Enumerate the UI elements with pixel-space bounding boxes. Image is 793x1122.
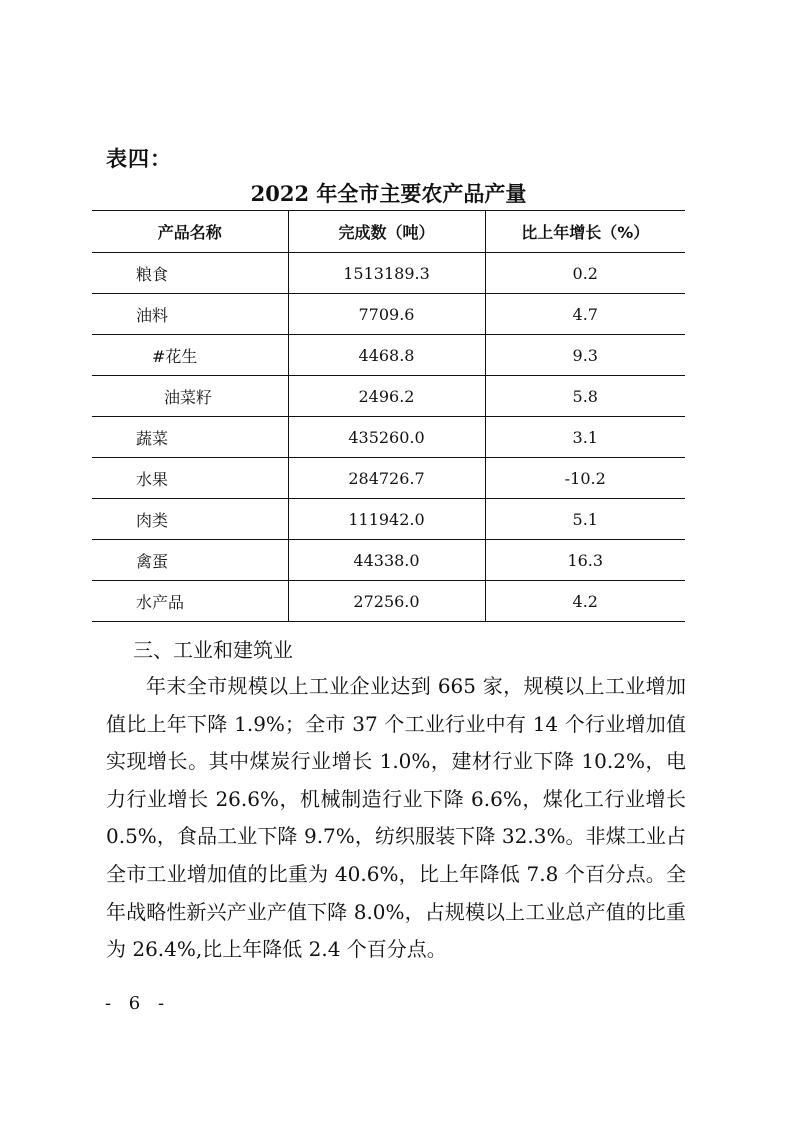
row-output: 284726.7: [288, 458, 485, 499]
row-growth: 16.3: [485, 540, 685, 581]
table-row: [92, 417, 685, 458]
row-output: 27256.0: [288, 581, 485, 622]
header-output: 完成数（吨）: [288, 211, 485, 253]
row-growth: -10.2: [485, 458, 685, 499]
production-table: [92, 210, 685, 622]
table-label: 表四：: [106, 147, 172, 171]
row-output: 2496.2: [288, 376, 485, 417]
table-row: [92, 294, 685, 335]
table-row: [92, 376, 685, 417]
row-output: 44338.0: [288, 540, 485, 581]
row-growth: 0.2: [485, 253, 685, 294]
page-number: - 6 -: [105, 993, 171, 1014]
row-output: 111942.0: [288, 499, 485, 540]
row-growth: 3.1: [485, 417, 685, 458]
row-product-name: 蔬菜: [92, 417, 288, 458]
table-row: [92, 253, 685, 294]
section-heading: 三、工业和建筑业: [133, 638, 293, 662]
table-title: 2022 年全市主要农产品产量: [250, 181, 527, 206]
table-header-row: [92, 211, 685, 253]
row-growth: 5.8: [485, 376, 685, 417]
row-product-name: #花生: [92, 335, 288, 376]
row-product-name: 油料: [92, 294, 288, 335]
table-row: [92, 499, 685, 540]
header-growth: 比上年增长（%）: [485, 211, 685, 253]
row-output: 4468.8: [288, 335, 485, 376]
table-row: [92, 581, 685, 622]
row-growth: 5.1: [485, 499, 685, 540]
row-growth: 4.2: [485, 581, 685, 622]
row-growth: 4.7: [485, 294, 685, 335]
row-output: 7709.6: [288, 294, 485, 335]
row-product-name: 肉类: [92, 499, 288, 540]
table-row: [92, 335, 685, 376]
row-growth: 9.3: [485, 335, 685, 376]
body-paragraph: 年末全市规模以上工业企业达到 665 家，规模以上工业增加值比上年下降 1.9%；全市 37 个工业行业中有 14 个行业增加值实现增长。其中煤炭行业增长 1.0%，建材行业下降 10.2%，电力行业增长 26.6%，机械制造行业下降 6.6%，煤化工行业增长 0.5%，食品工业下降 9.7%，纺织服装下降 32.3%。非煤工业占全市工业增加值的比重为 40.6%，比上年降低 7.8 个百分点。全年战略性新兴产业产值下降 8.0%，占规模以上工业总产值的比重为 26.4%,比上年降低 2.4 个百分点。: [106, 674, 686, 962]
header-product-name: 产品名称: [92, 211, 288, 253]
table-row: [92, 540, 685, 581]
row-output: 435260.0: [288, 417, 485, 458]
row-product-name: 粮食: [92, 253, 288, 294]
row-product-name: 禽蛋: [92, 540, 288, 581]
table-row: [92, 458, 685, 499]
row-output: 1513189.3: [288, 253, 485, 294]
row-product-name: 油菜籽: [92, 376, 288, 417]
row-product-name: 水产品: [92, 581, 288, 622]
row-product-name: 水果: [92, 458, 288, 499]
